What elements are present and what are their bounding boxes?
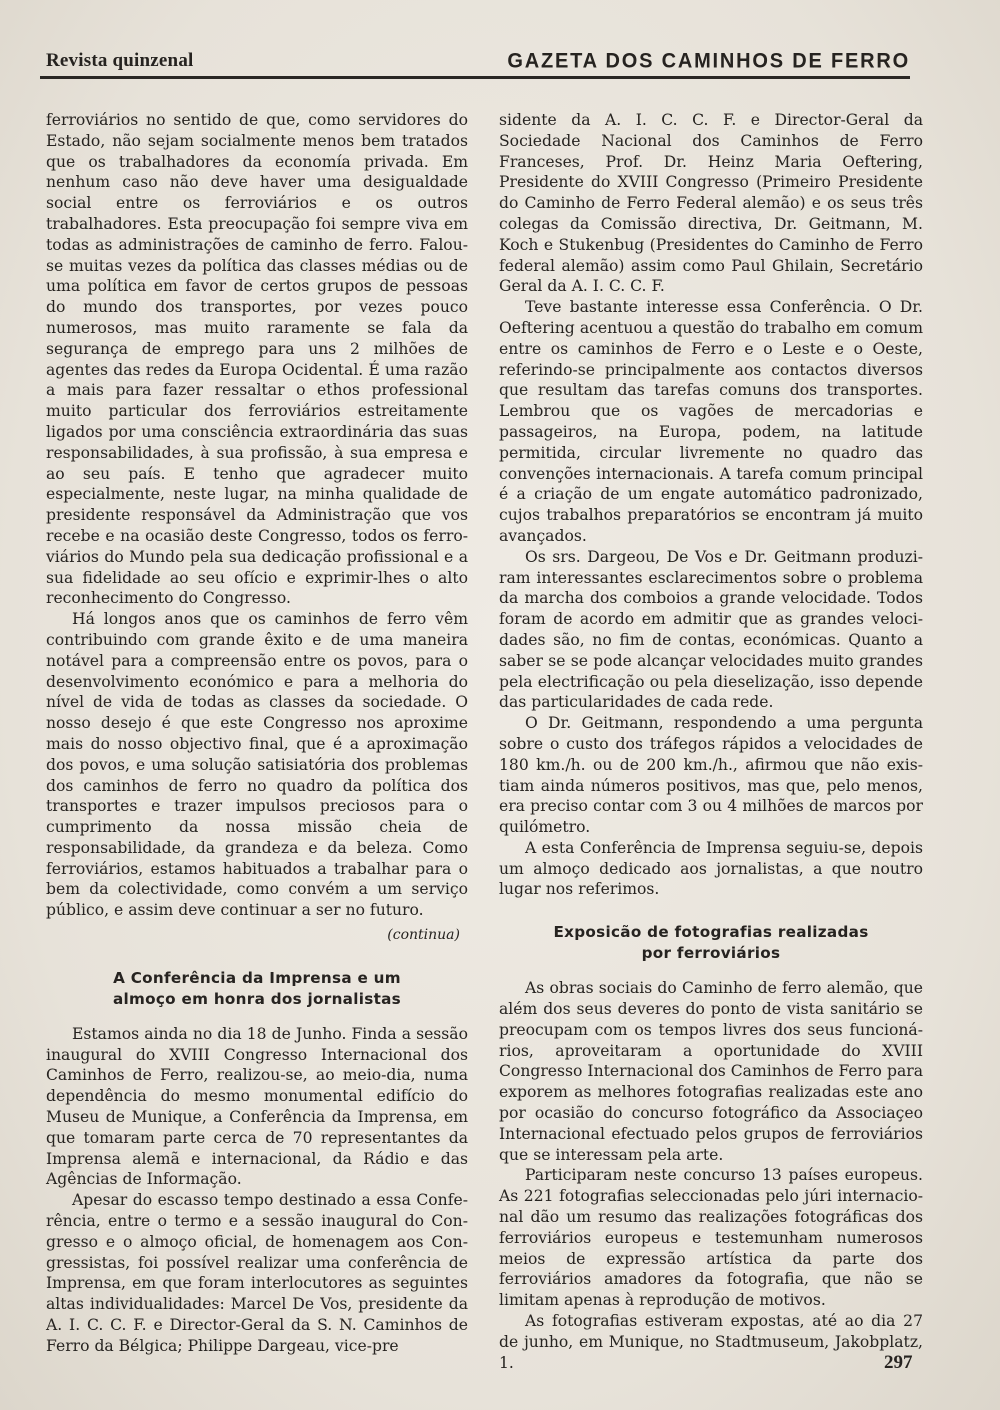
- running-header: [40, 48, 910, 79]
- paragraph: As obras sociais do Caminho de ferro alemão, que além dos seus deveres do ponto de vista sanitário se preocupam com os tempos livres dos seus funcionários, aproveitaram a oportunidade do XVIII Congresso Internacional dos Caminhos de Ferro para exporem as melhores fotografias realizadas este ano por ocasião do concurso fotográfico da Associaçeo Internacional efectuado pelos grupos de ferroviários que se interessam pela arte.: [499, 979, 923, 1164]
- paragraph: Estamos ainda no dia 18 de Junho. Finda a sessão inaugural do XVIII Congresso Internacional dos Caminhos de Ferro, realizou-se, ao meio-dia, numa dependência do mesmo monumental edifício do Museu de Munique, a Conferência da Imprensa, em que tomaram parte cerca de 70 representantes da Imprensa alemã e internacional, da Rádio e das Agências de Informação.: [46, 1024, 468, 1189]
- paragraph: As fotografias estiveram expostas, até ao dia 27 de junho, em Munique, no Stadtmuseum, Jakobplatz, 1.: [499, 1312, 923, 1372]
- paragraph: Participaram neste concurso 13 países europeus. As 221 fotografias seleccionadas pelo júri internacional dão um resumo das realizações fotográficas dos ferroviários europeus e testemunham numerosos meios de expressão artística da parte dos ferroviários amadores da fotografia, que não se limitam apenas à reprodução de motivos.: [499, 1166, 923, 1310]
- paragraph: Há longos anos que os caminhos de ferro vêm contribuindo com grande êxito e de uma maneira notável para a compreensão entre os povos, para o desenvolvimento económico e para a melhoria do nível de vida de todas as classes da sociedade. O nosso desejo é que este Congresso nos aproxime mais do nosso objectivo final, que é a aproximação dos povos, e uma solução satisiatória dos problemas dos caminhos de ferro no quadro da política dos transportes e trazer impulsos preciosos para o cumprimento da nossa missão cheia de responsabilidade, da grandeza e da beleza. Como ferroviários, estamos habituados a trabalhar para o bem da colectividade, como convém a um serviço público, e assim deve continuar a ser no futuro.: [46, 610, 468, 920]
- heading-line: Exposicão de fotografias realizadas: [553, 923, 869, 942]
- right-column: [499, 110, 923, 1373]
- page-number: 297: [884, 1352, 913, 1373]
- section-heading-press-conference: [46, 968, 468, 1010]
- left-column: [46, 110, 468, 1357]
- paragraph: Teve bastante interesse essa Conferência. O Dr. Oeftering acentuou a questão do trabalho em comum entre os caminhos de Ferro e o Leste e o Oeste, referindo-se principalmente aos contactos diversos que resultam das tarefas comuns dos transportes. Lembrou que os vagões de mercadorias e passageiros, na Europa, podem, na latitude permitida, circular livremente no quadro das convenções internacionais. A tarefa comum principal é a criação de um engate automático padronizado, cujos trabalhos preparatórios se encontram já muito avançados.: [499, 298, 923, 545]
- section-heading-photo-exhibition: [499, 922, 923, 964]
- paragraph: A esta Conferência de Imprensa seguiu-se, depois um almoço dedicado aos jornalistas, a que noutro lugar nos referimos.: [499, 838, 923, 899]
- header-right-title: GAZETA DOS CAMINHOS DE FERRO: [507, 49, 910, 73]
- paragraph: O Dr. Geitmann, respondendo a uma pergunta sobre o custo dos tráfegos rápidos a velocidades de 180 km./h. ou de 200 km./h., afirmou que não existiam ainda números positivos, mas que, pelo menos, era preciso contar com 3 ou 4 milhões de marcos por quilómetro.: [499, 714, 923, 837]
- heading-line: por ferroviários: [641, 944, 781, 963]
- header-left-title: Revista quinzenal: [46, 50, 194, 71]
- paragraph: ferroviários no sentido de que, como servidores do Estado, não sejam socialmente menos bem tratados que os trabalhadores da economía privada. Em nenhum caso não deve haver uma desigualdade social entre os ferroviários e os outros trabalhadores. Esta preocupação foi sempre viva em todas as administrações de caminho de ferro. Falou-se muitas vezes da política das classes médias ou de uma política em favor de certos grupos de pessoas do mundo dos transportes, por vezes pouco numerosos, mas muito raramente se fala da segurança de emprego para uns 2 milhões de agentes das redes da Europa Ocidental. É uma razão a mais para fazer ressaltar o ethos professional muito particular dos ferroviários estreitamente ligados por uma consciência extraordinária das suas responsabilidades, à sua profissão, à sua empresa e ao seu país. E tenho que agradecer muito especialmente, neste lugar, na minha qualidade de presidente responsável da Administração que vos recebe e na ocasião deste Congresso, todos os ferroviários do Mundo pela sua dedicação profissional e a sua fidelidade ao seu ofício e exprimir-lhes o alto reconhecimento do Congresso.: [46, 111, 468, 608]
- paragraph: Os srs. Dargeou, De Vos e Dr. Geitmann produziram interessantes esclarecimentos sobre o problema da marcha dos comboios a grande velocidade. Todos foram de acordo em admitir que as grandes velocidades são, no fim de contas, económicas. Quanto a saber se se pode alcançar velocidades muito grandes pela electrificação ou pela dieselização, isso depende das particularidades de cada rede.: [499, 547, 923, 712]
- continued-note: (continua): [387, 927, 460, 944]
- paragraph: sidente da A. I. C. C. F. e Director-Geral da Sociedade Nacional dos Caminhos de Ferro Franceses, Prof. Dr. Heinz Maria Oeftering, Presidente do XVIII Congresso (Primeiro Presidente do Caminho de Ferro Federal alemão) e os seus três colegas da Comissão directiva, Dr. Geitmann, M. Koch e Stukenbug (Presidentes do Caminho de Ferro federal alemão) assim como Paul Ghilain, Secretário Geral da A. I. C. C. F.: [499, 111, 923, 296]
- paragraph: Apesar do escasso tempo destinado a essa Conferência, entre o termo e a sessão inaugural do Congresso e o almoço oficial, de homenagem aos Congressistas, foi possível realizar uma conferência de Imprensa, em que foram interlocutores as seguintes altas individualidades: Marcel De Vos, presidente da A. I. C. C. F. e Director-Geral da S. N. Caminhos de Ferro da Bélgica; Philippe Dargeau, vice-pre: [46, 1191, 468, 1355]
- heading-line: A Conferência da Imprensa e um: [113, 968, 401, 987]
- heading-line: almoço em honra dos jornalistas: [112, 989, 402, 1008]
